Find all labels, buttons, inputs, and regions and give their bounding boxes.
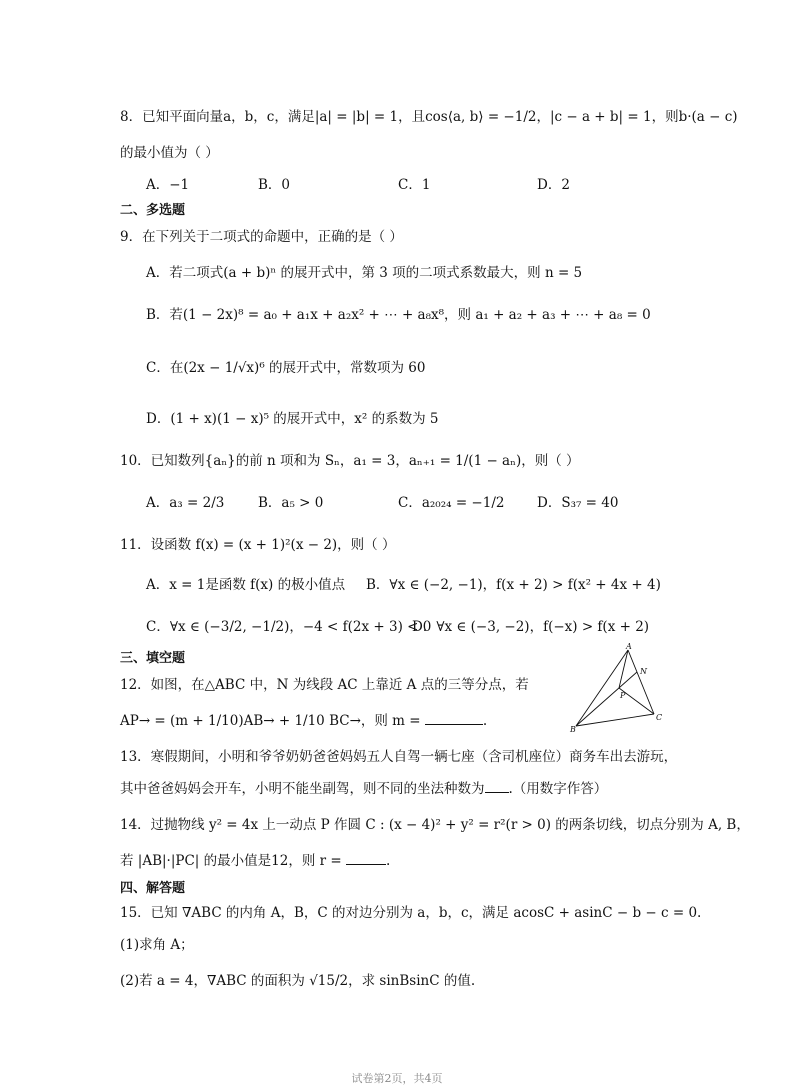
q15-part1: (1)求角 A； (120, 937, 194, 953)
label-n: N (640, 667, 647, 676)
q11-stem: 11．设函数 f(x) = (x + 1)²(x − 2)，则（ ） (120, 537, 396, 553)
q13-answer-blank (485, 778, 509, 793)
q13-text: 其中爸爸妈妈会开车，小明不能坐副驾，则不同的坐法种数为 (120, 781, 485, 797)
q14-answer-blank (346, 850, 386, 865)
q13-line2 (120, 778, 607, 800)
section-heading-multi-choice: 二、多选题 (120, 203, 186, 218)
q12-stem: 12．如图，在△ABC 中，N 为线段 AC 上靠近 A 点的三等分点，若 (120, 677, 529, 693)
q14-line2 (120, 850, 390, 872)
q12-equation-text: AP→ = (m + 1/10)AB→ + 1/10 BC→，则 m = (120, 713, 421, 729)
segment-ap (619, 650, 628, 688)
q12-answer-blank (425, 710, 483, 725)
q15-stem: 15．已知 ∇ABC 的内角 A，B，C 的对边分别为 a，b，c，满足 acosC + asinC − b − c = 0. (120, 905, 702, 921)
label-p: P (620, 691, 626, 700)
section-heading-fill-in: 三、填空题 (120, 651, 186, 666)
section-heading-solutions: 四、解答题 (120, 881, 186, 896)
label-b: B (570, 725, 576, 734)
q8-option-c: C．1 (398, 177, 431, 193)
q9-option-a: A．若二项式(a + b)ⁿ 的展开式中，第 3 项的二项式系数最大，则 n = 5 (146, 265, 583, 281)
q10-option-b: B．a₅ > 0 (258, 495, 324, 511)
q11-option-c: C．∀x ∈ (−3/2, −1/2)，−4 < f(2x + 3) < 0 (146, 619, 432, 635)
q10-option-d: D．S₃₇ = 40 (537, 495, 619, 511)
q10-option-a: A．a₃ = 2/3 (146, 495, 225, 511)
q14-text: 若 |AB|·|PC| 的最小值是12，则 r = (120, 853, 342, 869)
q10-option-c: C．a₂₀₂₄ = −1/2 (398, 495, 505, 511)
page-footer: 试卷第2页，共4页 (351, 1072, 443, 1085)
q9-option-d: D．(1 + x)(1 − x)⁵ 的展开式中，x² 的系数为 5 (146, 411, 439, 427)
q10-stem: 10．已知数列{aₙ}的前 n 项和为 Sₙ，a₁ = 3，aₙ₊₁ = 1/(1 − aₙ)，则（ ） (120, 453, 580, 469)
q11-option-a: A．x = 1是函数 f(x) 的极小值点 (146, 577, 346, 593)
q8-stem: 8．已知平面向量a，b，c，满足|a| = |b| = 1，且cos⟨a, b⟩ = −1/2，|c − a + b| = 1，则b·(a − c) (120, 109, 738, 125)
q11-option-b: B．∀x ∈ (−2, −1)，f(x + 2) > f(x² + 4x + 4) (366, 577, 661, 593)
q13-note: .（用数字作答） (508, 781, 608, 797)
q8-stem-cont: 的最小值为（ ） (120, 145, 219, 161)
q11-option-d: D．∀x ∈ (−3, −2)，f(−x) > f(x + 2) (412, 619, 650, 635)
label-c: C (656, 713, 663, 722)
q13-line1: 13．寒假期间，小明和爷爷奶奶爸爸妈妈五人自驾一辆七座（含司机座位）商务车出去游玩， (120, 749, 678, 765)
q9-option-b: B．若(1 − 2x)⁸ = a₀ + a₁x + a₂x² + ⋯ + a₈x⁸，则 a₁ + a₂ + a₃ + ⋯ + a₈ = 0 (146, 307, 651, 323)
segment-ab (576, 650, 628, 726)
q12-equation (120, 710, 487, 732)
label-a: A (626, 642, 632, 651)
q15-part2: (2)若 a = 4，∇ABC 的面积为 √15/2，求 sinBsinC 的值. (120, 973, 476, 989)
q14-end: . (385, 853, 391, 869)
q8-option-a: A．−1 (146, 177, 190, 193)
triangle-figure (568, 642, 688, 734)
q14-line1: 14．过抛物线 y² = 4x 上一动点 P 作圆 C : (x − 4)² + y² = r²(r > 0) 的两条切线，切点分别为 A, B， (120, 817, 750, 833)
q9-option-c: C．在(2x − 1/√x)⁶ 的展开式中，常数项为 60 (146, 360, 426, 376)
q8-option-b: B．0 (258, 177, 291, 193)
q12-end: . (482, 713, 488, 729)
q8-option-d: D．2 (537, 177, 570, 193)
q9-stem: 9．在下列关于二项式的命题中，正确的是（ ） (120, 229, 403, 245)
